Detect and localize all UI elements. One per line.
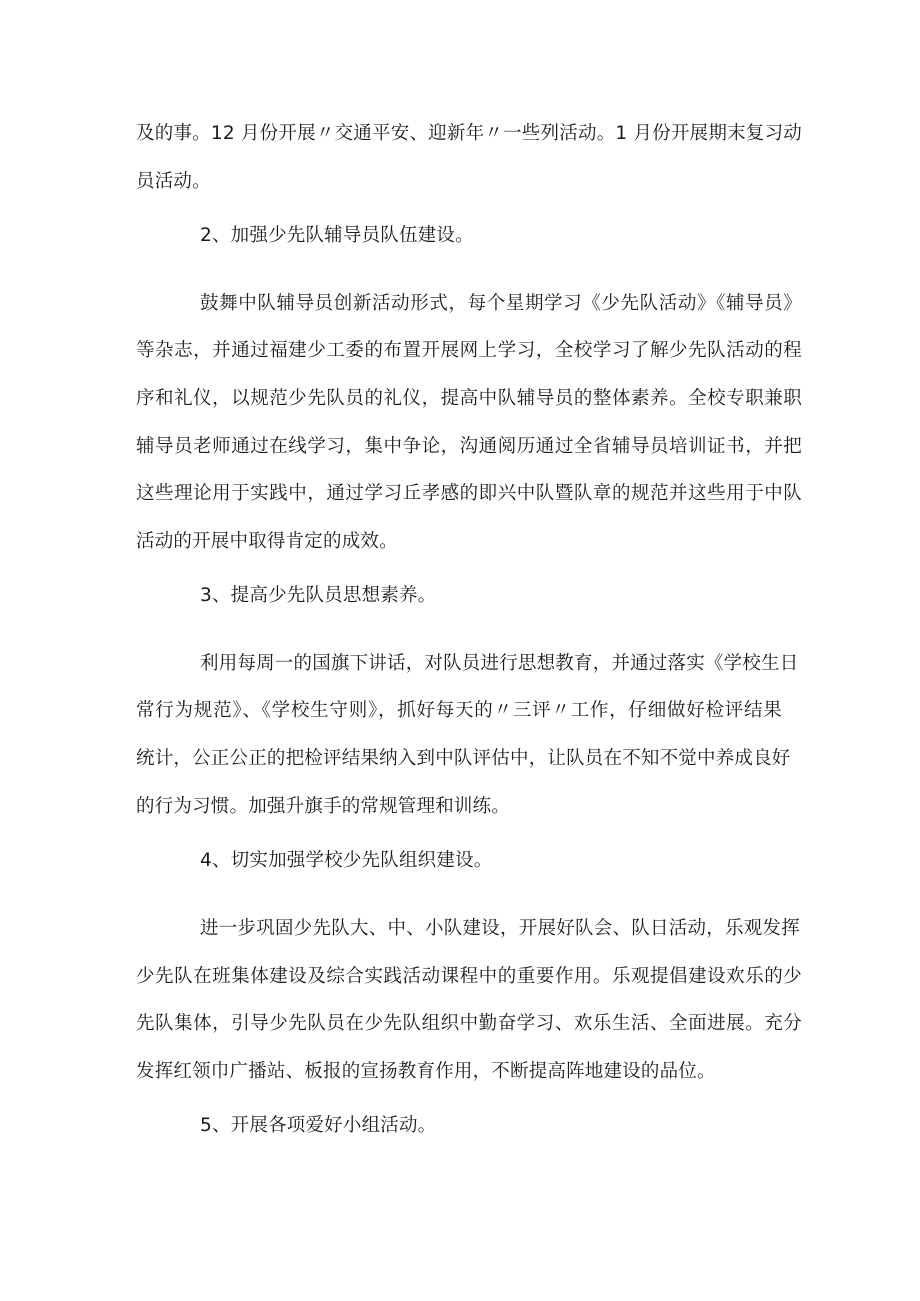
text-line: 统计，公正公正的把检评结果纳入到中队评估中，让队员在不知不觉中养成良好 (136, 748, 791, 769)
text-line: 利用每周一的国旗下讲话，对队员进行思想教育，并通过落实《学校生日 (200, 653, 799, 674)
text-line: 先队集体，引导少先队员在少先队组织中勤奋学习、欢乐生活、全面进展。充分 (136, 1013, 802, 1034)
text-line: 及的事。12 月份开展〃交通平安、迎新年〃一些列活动。1 月份开展期末复习动 (136, 123, 802, 144)
text-line: 的行为习惯。加强升旗手的常规管理和训练。 (136, 796, 511, 817)
text-line: 辅导员老师通过在线学习，集中争论，沟通阅历通过全省辅导员培训证书，并把 (136, 436, 802, 457)
text-line: 活动的开展中取得肯定的成效。 (136, 531, 398, 552)
text-line: 这些理论用于实践中，通过学习丘孝感的即兴中队暨队章的规范并这些用于中队 (136, 483, 802, 504)
section-heading: 5、开展各项爱好小组活动。 (200, 1115, 437, 1136)
text-line: 常行为规范》、《学校生守则》，抓好每天的〃三评〃工作，仔细做好检评结果 (136, 700, 782, 721)
section-heading: 4、切实加强学校少先队组织建设。 (200, 850, 493, 871)
section-heading: 3、提高少先队员思想素养。 (200, 585, 437, 606)
text-line: 发挥红领巾广播站、板报的宣扬教育作用，不断提高阵地建设的品位。 (136, 1061, 716, 1082)
text-line: 鼓舞中队辅导员创新活动形式，每个星期学习《少先队活动》《辅导员》 (200, 293, 802, 314)
text-line: 进一步巩固少先队大、中、小队建设，开展好队会、队日活动，乐观发挥 (200, 918, 800, 939)
section-heading: 2、加强少先队辅导员队伍建设。 (200, 225, 474, 246)
text-line: 等杂志，并通过福建少工委的布置开展网上学习，全校学习了解少先队活动的程 (136, 340, 802, 361)
text-line: 序和礼仪，以规范少先队员的礼仪，提高中队辅导员的整体素养。全校专职兼职 (136, 388, 802, 409)
text-line: 少先队在班集体建设及综合实践活动课程中的重要作用。乐观提倡建设欢乐的少 (136, 966, 802, 987)
text-line: 员活动。 (136, 171, 211, 192)
